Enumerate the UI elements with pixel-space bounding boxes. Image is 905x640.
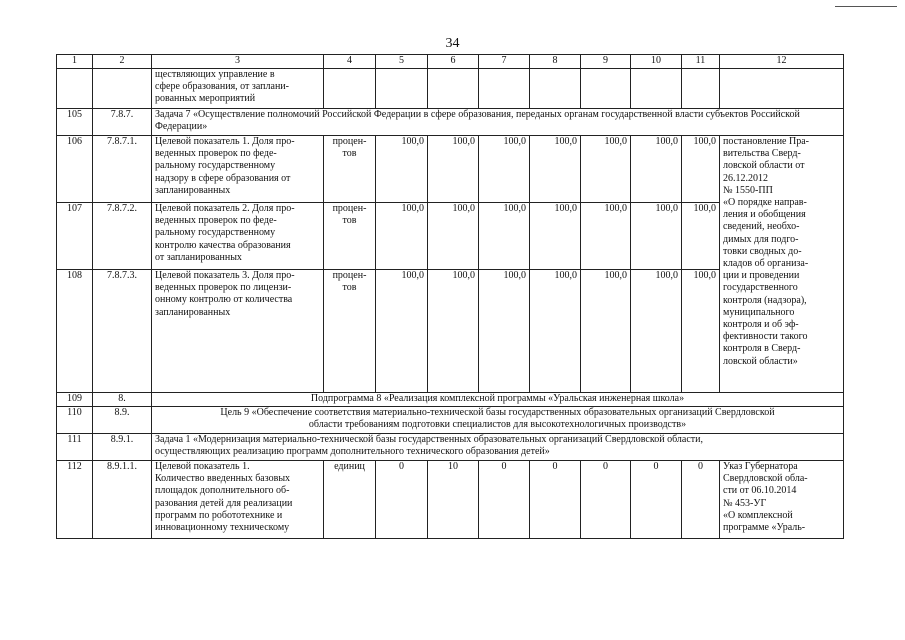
table-row: [57, 434, 844, 461]
column-header: 11: [682, 55, 720, 69]
value-cell: 100,0: [376, 203, 428, 270]
value-cell: [479, 69, 530, 109]
row-number-cell: 106: [57, 136, 93, 203]
row-number-cell: 108: [57, 270, 93, 393]
value-cell: 100,0: [631, 136, 682, 203]
page-number: 34: [445, 36, 460, 51]
column-header: 4: [324, 55, 376, 69]
column-header: 5: [376, 55, 428, 69]
value-cell: 100,0: [479, 270, 530, 393]
corner-rule: [835, 6, 897, 7]
row-number-cell: 112: [57, 461, 93, 539]
value-cell: 100,0: [631, 270, 682, 393]
column-header: 2: [93, 55, 152, 69]
code-cell: 7.8.7.2.: [93, 203, 152, 270]
table-row: [57, 69, 844, 109]
table-row: [57, 393, 844, 407]
value-cell: [530, 69, 581, 109]
value-cell: 100,0: [530, 203, 581, 270]
value-cell: 10: [428, 461, 479, 539]
column-header: 10: [631, 55, 682, 69]
unit-cell: процен- тов: [324, 203, 376, 270]
column-header: 9: [581, 55, 631, 69]
unit-cell: [324, 69, 376, 109]
value-cell: [376, 69, 428, 109]
value-cell: 100,0: [428, 203, 479, 270]
description-cell: Целевой показатель 2. Доля про- веденных проверок по феде- ральному государственному контролю качества образования от запланированных: [152, 203, 324, 270]
goal-heading-cell: Цель 9 «Обеспечение соответствия материально-технической базы государственных образовательных организаций Свердловской области требованиям подготовки специалистов для высокотехнологичных производств»: [152, 407, 844, 434]
table-row: [57, 109, 844, 136]
table-row: [57, 136, 844, 203]
value-cell: 0: [376, 461, 428, 539]
value-cell: 100,0: [530, 270, 581, 393]
indicators-table: [56, 54, 844, 539]
value-cell: 0: [581, 461, 631, 539]
value-cell: 100,0: [581, 203, 631, 270]
row-number-cell: 109: [57, 393, 93, 407]
value-cell: [581, 69, 631, 109]
code-cell: 7.8.7.3.: [93, 270, 152, 393]
row-number-cell: 105: [57, 109, 93, 136]
column-header: 7: [479, 55, 530, 69]
task-heading-cell: Задача 7 «Осуществление полномочий Российской Федерации в сфере образования, переданых органам государственной власти субъектов Российской Федерации»: [152, 109, 844, 136]
subprogram-heading-cell: Подпрограмма 8 «Реализация комплексной программы «Уральская инженерная школа»: [152, 393, 844, 407]
value-cell: 100,0: [376, 136, 428, 203]
basis-cell: [720, 69, 844, 109]
basis-cell: постановление Пра- вительства Сверд- ловской области от 26.12.2012 № 1550-ПП «О порядке направ- ления и обобщения сведений, необхо- димых для подго- товки сводных до- кладов об организа- ции и проведении государственного контроля (надзора), муниципального контроля и об эф- фективности такого контроля в Сверд- ловской области»: [720, 136, 844, 393]
row-number-cell: [57, 69, 93, 109]
description-cell: Целевой показатель 1. Количество введенных базовых площадок дополнительного об- разования детей для реализации программ по робототехнике и инновационному техническому: [152, 461, 324, 539]
value-cell: 0: [631, 461, 682, 539]
column-number-row: [57, 55, 844, 69]
value-cell: 0: [479, 461, 530, 539]
description-cell: Целевой показатель 3. Доля про- веденных проверок по лицензи- онному контролю от количества запланированных: [152, 270, 324, 393]
value-cell: 100,0: [682, 203, 720, 270]
value-cell: 100,0: [479, 203, 530, 270]
value-cell: 100,0: [428, 136, 479, 203]
value-cell: 100,0: [376, 270, 428, 393]
value-cell: 100,0: [428, 270, 479, 393]
code-cell: 7.8.7.1.: [93, 136, 152, 203]
value-cell: [682, 69, 720, 109]
code-cell: 8.9.: [93, 407, 152, 434]
column-header: 12: [720, 55, 844, 69]
value-cell: [428, 69, 479, 109]
unit-cell: процен- тов: [324, 270, 376, 393]
value-cell: 100,0: [682, 270, 720, 393]
column-header: 6: [428, 55, 479, 69]
value-cell: 0: [530, 461, 581, 539]
value-cell: 100,0: [530, 136, 581, 203]
table-row: [57, 461, 844, 539]
code-cell: 8.: [93, 393, 152, 407]
table-row: [57, 407, 844, 434]
value-cell: 100,0: [581, 136, 631, 203]
column-header: 8: [530, 55, 581, 69]
value-cell: 100,0: [631, 203, 682, 270]
value-cell: 100,0: [682, 136, 720, 203]
code-cell: 8.9.1.1.: [93, 461, 152, 539]
value-cell: 100,0: [479, 136, 530, 203]
value-cell: 100,0: [581, 270, 631, 393]
row-number-cell: 107: [57, 203, 93, 270]
column-header: 3: [152, 55, 324, 69]
code-cell: 8.9.1.: [93, 434, 152, 461]
value-cell: [631, 69, 682, 109]
row-number-cell: 110: [57, 407, 93, 434]
basis-cell: Указ Губернатора Свердловской обла- сти от 06.10.2014 № 453-УГ «О комплексной программе «Ураль-: [720, 461, 844, 539]
row-number-cell: 111: [57, 434, 93, 461]
description-cell: ществляющих управление в сфере образования, от заплани- рованных мероприятий: [152, 69, 324, 109]
task-heading-cell: Задача 1 «Модернизация материально-технической базы государственных образовательных организаций Свердловской области, осуществляющих реализацию программ дополнительного технического образования детей»: [152, 434, 844, 461]
value-cell: 0: [682, 461, 720, 539]
code-cell: 7.8.7.: [93, 109, 152, 136]
unit-cell: единиц: [324, 461, 376, 539]
column-header: 1: [57, 55, 93, 69]
unit-cell: процен- тов: [324, 136, 376, 203]
code-cell: [93, 69, 152, 109]
description-cell: Целевой показатель 1. Доля про- веденных проверок по феде- ральному государственному надзору в сфере образования от запланированных: [152, 136, 324, 203]
